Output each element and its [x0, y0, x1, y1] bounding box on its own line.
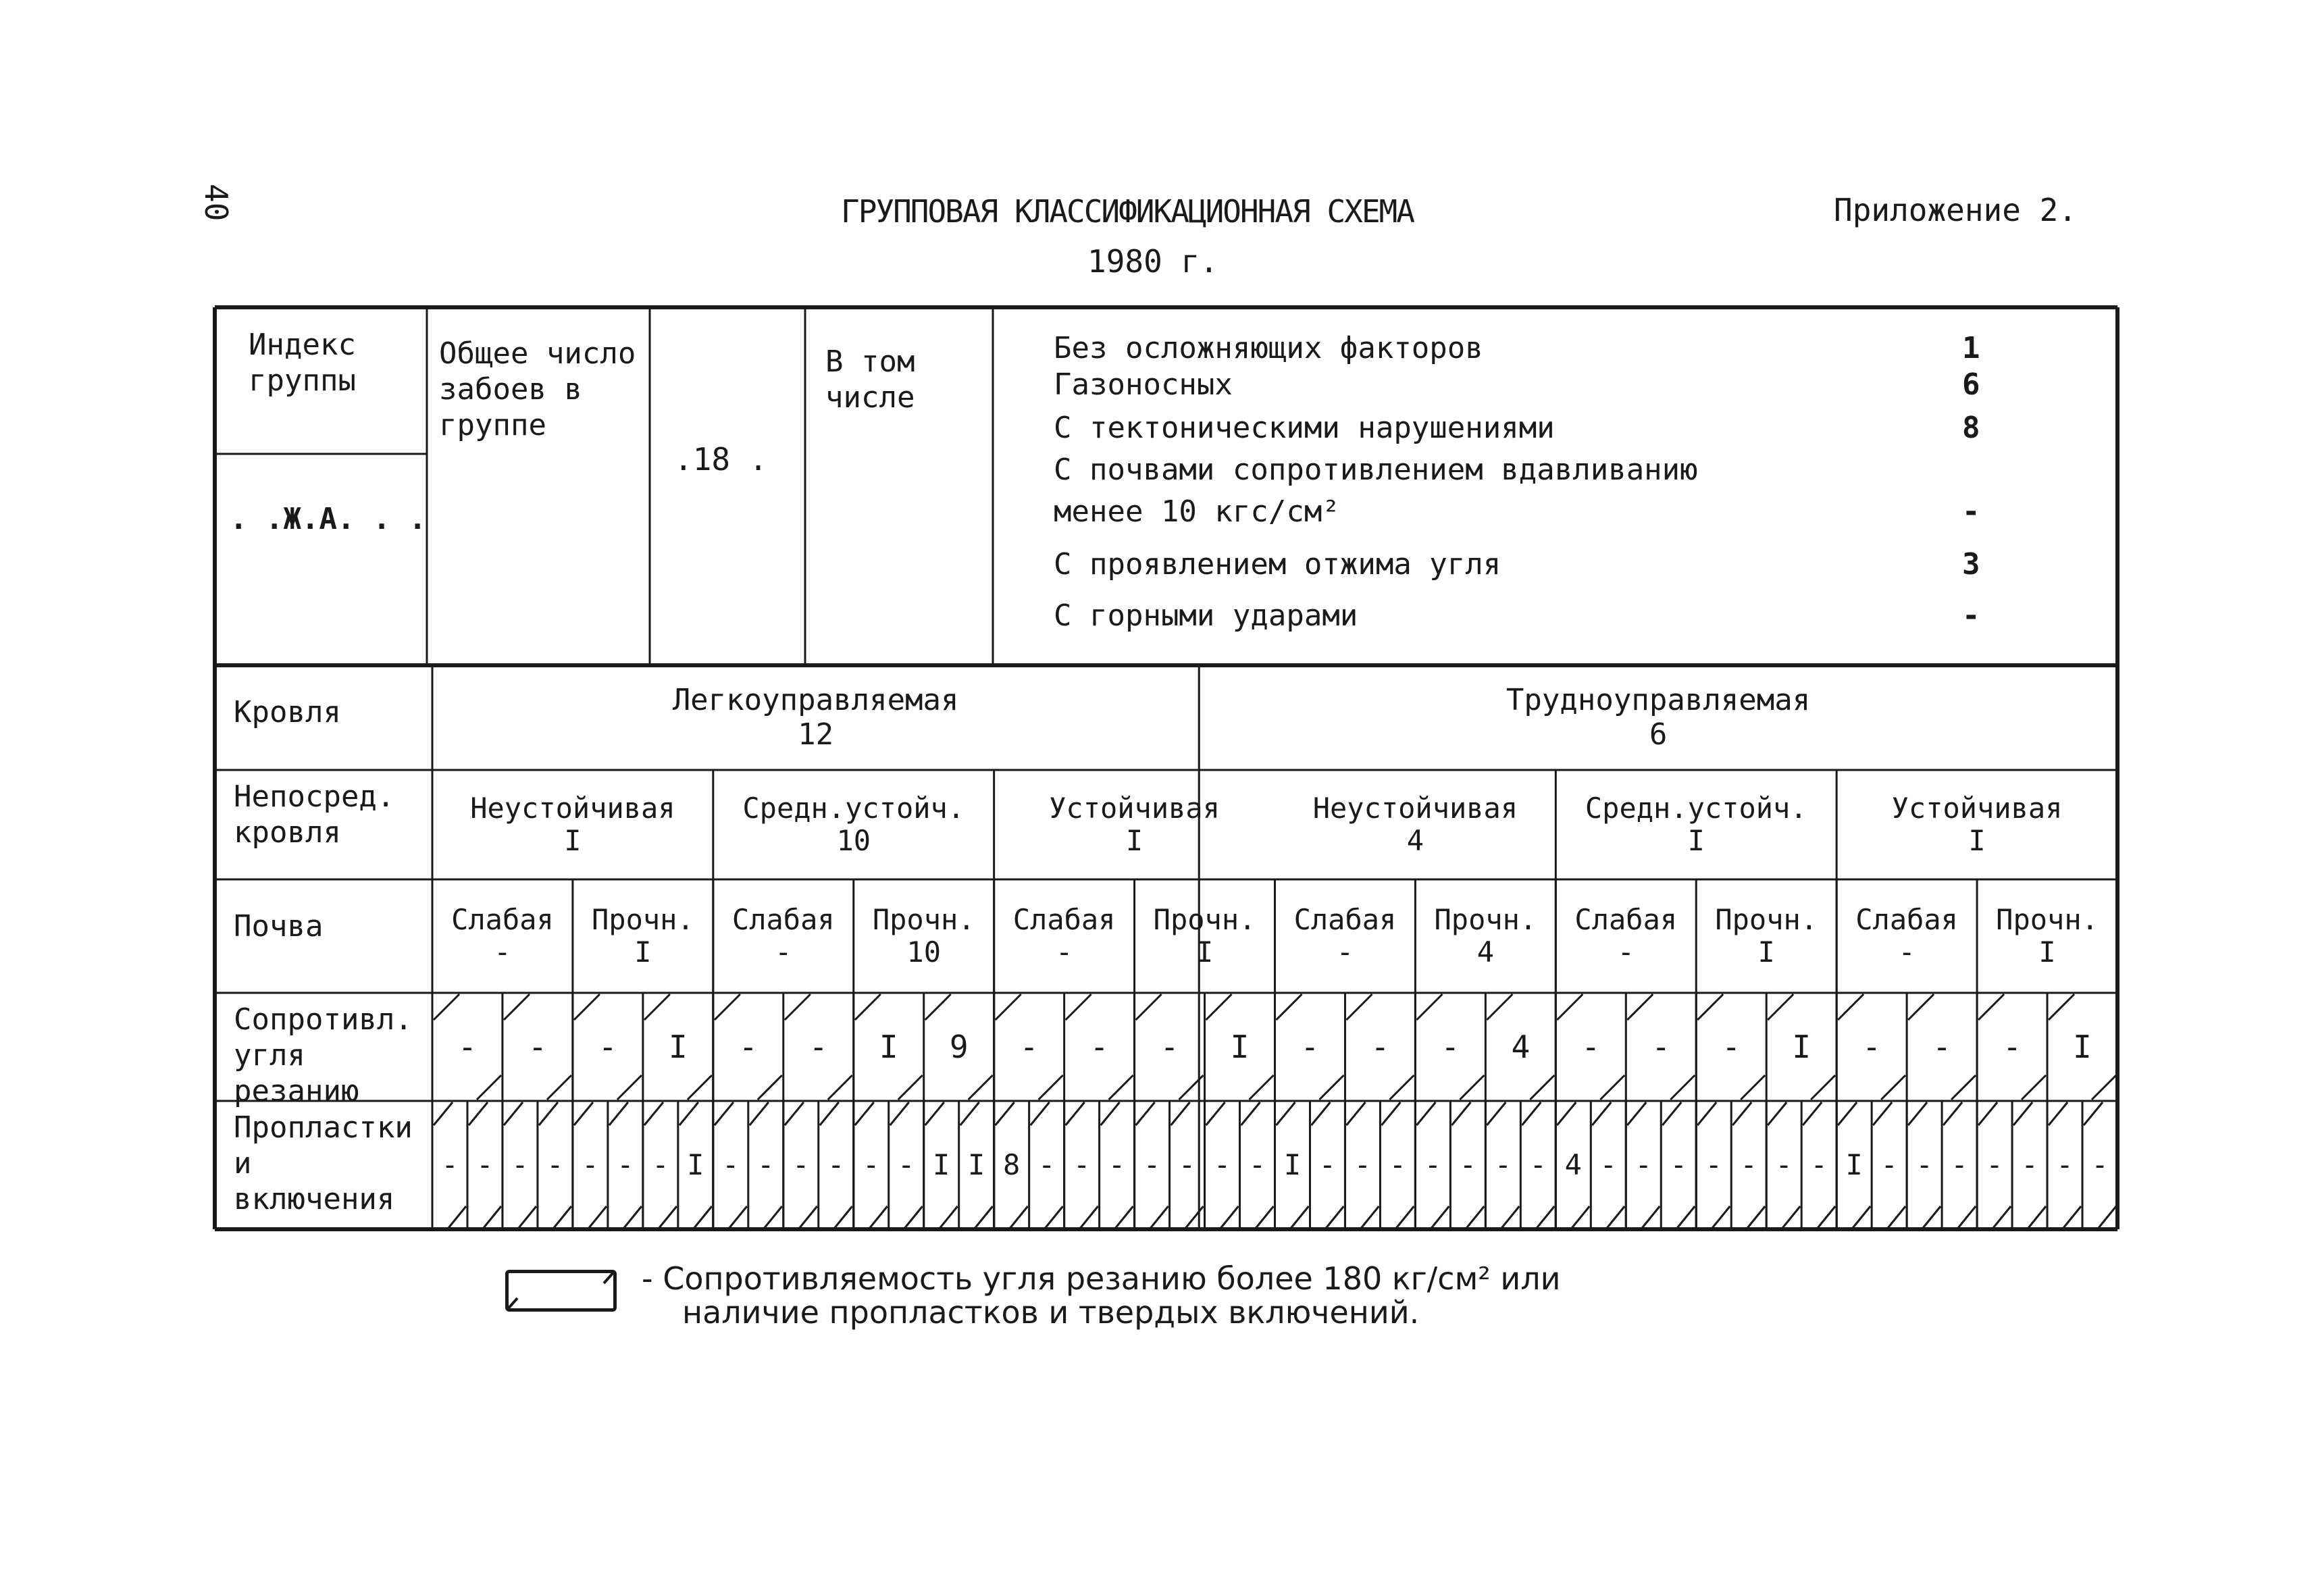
- factor-label: менее 10 кгс/см²: [1054, 494, 1340, 529]
- interlayer-cell: I: [933, 1148, 950, 1181]
- total-value: .18 .: [674, 441, 768, 478]
- interlayer-cell: -: [546, 1148, 564, 1181]
- legend-line-2: наличие пропластков и твердых включений.: [682, 1294, 1420, 1331]
- interlayer-cell: -: [827, 1148, 845, 1181]
- cutting-cell: -: [1160, 1028, 1179, 1065]
- immediate-roof-cell: Средн.устойч. 10: [742, 791, 965, 857]
- interlayer-cell: -: [1740, 1148, 1757, 1181]
- factor-value: 6: [1962, 367, 1980, 402]
- roof-label: Кровля: [234, 695, 341, 729]
- floor-cell: Прочн. I: [1996, 902, 2099, 969]
- interlayer-cell: -: [511, 1148, 529, 1181]
- cutting-cell: -: [1862, 1028, 1881, 1065]
- factor-label: С горными ударами: [1054, 598, 1358, 633]
- cutting-cell: -: [1089, 1028, 1109, 1065]
- cutting-cell: -: [1019, 1028, 1039, 1065]
- cutting-label: Сопротивл. угля резанию: [234, 1002, 413, 1108]
- page-year: 1980 г.: [1087, 243, 1218, 280]
- interlayer-cell: -: [1986, 1148, 2003, 1181]
- factor-value: 3: [1962, 547, 1980, 582]
- total-label: Общее число забоев в группе: [439, 336, 636, 442]
- interlayer-cell: -: [2021, 1148, 2038, 1181]
- cutting-cell: -: [738, 1028, 758, 1065]
- interlayer-cell: -: [1108, 1148, 1126, 1181]
- cutting-cell: -: [1300, 1028, 1320, 1065]
- cutting-cell: I: [879, 1028, 898, 1065]
- interlayer-cell: -: [1951, 1148, 1968, 1181]
- immediate-roof-cell: Устойчивая I: [1049, 791, 1220, 857]
- interlayer-cell: -: [1248, 1148, 1266, 1181]
- cutting-cell: -: [458, 1028, 477, 1065]
- cutting-cell: I: [2073, 1028, 2092, 1065]
- factor-label: Газоносных: [1054, 367, 1233, 402]
- interlayer-cell: -: [1354, 1148, 1372, 1181]
- floor-cell: Прочн. I: [592, 902, 694, 969]
- factor-label: Без осложняющих факторов: [1054, 331, 1483, 365]
- interlayer-cell: 4: [1564, 1148, 1582, 1181]
- interlayer-cell: 8: [1002, 1148, 1021, 1181]
- cutting-cell: -: [1581, 1028, 1601, 1065]
- interlayer-cell: I: [687, 1148, 704, 1181]
- interlayer-cell: -: [2056, 1148, 2074, 1181]
- cutting-cell: I: [1792, 1028, 1811, 1065]
- interlayer-cell: -: [1037, 1148, 1056, 1181]
- roof-cell: Трудноуправляемая 6: [1506, 682, 1811, 752]
- factor-value: -: [1962, 494, 1980, 529]
- interlayer-cell: -: [441, 1148, 459, 1181]
- factor-value: -: [1962, 598, 1980, 633]
- interlayer-cell: -: [863, 1148, 880, 1181]
- cutting-cell: -: [1651, 1028, 1671, 1065]
- factor-label: С почвами сопротивлением вдавливанию: [1054, 453, 1698, 487]
- factor-label: С проявлением отжима угля: [1054, 547, 1501, 582]
- cutting-cell: 4: [1511, 1028, 1531, 1065]
- interlayer-cell: -: [898, 1148, 915, 1181]
- interlayer-cell: I: [1283, 1148, 1302, 1181]
- roof-cell: Легкоуправляемая 12: [672, 682, 959, 752]
- floor-cell: Слабая -: [1855, 902, 1958, 969]
- appendix-label: Приложение 2.: [1834, 192, 2078, 228]
- floor-label: Почва: [234, 909, 324, 944]
- floor-cell: Слабая -: [1574, 902, 1678, 969]
- cutting-cell: I: [1230, 1028, 1250, 1065]
- page-number: 40: [198, 184, 234, 222]
- interlayers-label: Пропластки и включения: [234, 1110, 413, 1216]
- cutting-cell: -: [528, 1028, 547, 1065]
- interlayer-cell: -: [476, 1148, 494, 1181]
- interlayer-cell: -: [1424, 1148, 1442, 1181]
- interlayer-cell: -: [2091, 1148, 2109, 1181]
- cutting-cell: I: [669, 1028, 688, 1065]
- interlayer-cell: -: [792, 1148, 810, 1181]
- interlayer-cell: -: [1670, 1148, 1687, 1181]
- interlayer-cell: -: [1494, 1148, 1512, 1181]
- floor-cell: Прочн. I: [1153, 902, 1256, 969]
- interlayer-cell: -: [1635, 1148, 1652, 1181]
- interlayer-cell: -: [1916, 1148, 1933, 1181]
- interlayer-cell: -: [1880, 1148, 1898, 1181]
- legend-hatched-box: [505, 1270, 617, 1312]
- interlayer-cell: -: [722, 1148, 740, 1181]
- floor-cell: Слабая -: [1012, 902, 1116, 969]
- interlayer-cell: -: [1599, 1148, 1617, 1181]
- immediate-roof-cell: Неустойчивая 4: [1312, 791, 1518, 857]
- cutting-cell: -: [1932, 1028, 1951, 1065]
- interlayer-cell: -: [1810, 1148, 1828, 1181]
- interlayer-cell: -: [1178, 1148, 1196, 1181]
- interlayer-cell: -: [582, 1148, 599, 1181]
- cutting-cell: -: [1370, 1028, 1390, 1065]
- interlayer-cell: -: [757, 1148, 775, 1181]
- floor-cell: Прочн. 10: [872, 902, 975, 969]
- including-label: В том числе: [825, 344, 915, 415]
- cutting-cell: -: [598, 1028, 617, 1065]
- immediate-roof-cell: Устойчивая I: [1891, 791, 2063, 857]
- index-value: . .Ж.А. . .: [230, 502, 427, 536]
- cutting-cell: -: [1441, 1028, 1460, 1065]
- floor-cell: Прочн. I: [1715, 902, 1818, 969]
- floor-cell: Прочн. 4: [1434, 902, 1537, 969]
- immediate-roof-cell: Средн.устойч. I: [1585, 791, 1807, 857]
- cutting-cell: 9: [949, 1028, 969, 1065]
- factor-label: С тектоническими нарушениями: [1054, 411, 1555, 445]
- floor-cell: Слабая -: [451, 902, 554, 969]
- interlayer-cell: -: [1389, 1148, 1407, 1181]
- interlayer-cell: -: [1073, 1148, 1091, 1181]
- interlayer-cell: -: [652, 1148, 669, 1181]
- index-label: Индекс группы: [249, 328, 356, 398]
- interlayer-cell: -: [1213, 1148, 1231, 1181]
- floor-cell: Слабая -: [1293, 902, 1397, 969]
- interlayer-cell: -: [1529, 1148, 1547, 1181]
- floor-cell: Слабая -: [731, 902, 835, 969]
- factor-value: 8: [1962, 411, 1980, 445]
- interlayer-cell: I: [1845, 1148, 1863, 1181]
- page-title: ГРУППОВАЯ КЛАССИФИКАЦИОННАЯ СХЕМА: [841, 193, 1414, 230]
- interlayer-cell: -: [1318, 1148, 1337, 1181]
- interlayer-cell: -: [617, 1148, 634, 1181]
- interlayer-cell: -: [1459, 1148, 1477, 1181]
- legend-line-1: - Сопротивляемость угля резанию более 180 кг/см² или: [642, 1260, 1561, 1297]
- interlayer-cell: -: [1775, 1148, 1793, 1181]
- interlayer-cell: -: [1705, 1148, 1722, 1181]
- cutting-cell: -: [1722, 1028, 1741, 1065]
- cutting-cell: -: [2003, 1028, 2022, 1065]
- immediate-roof-label: Непосред. кровля: [234, 779, 395, 850]
- cutting-cell: -: [808, 1028, 828, 1065]
- interlayer-cell: -: [1143, 1148, 1161, 1181]
- interlayer-cell: I: [968, 1148, 985, 1181]
- factor-value: 1: [1962, 331, 1980, 365]
- immediate-roof-cell: Неустойчивая I: [470, 791, 675, 857]
